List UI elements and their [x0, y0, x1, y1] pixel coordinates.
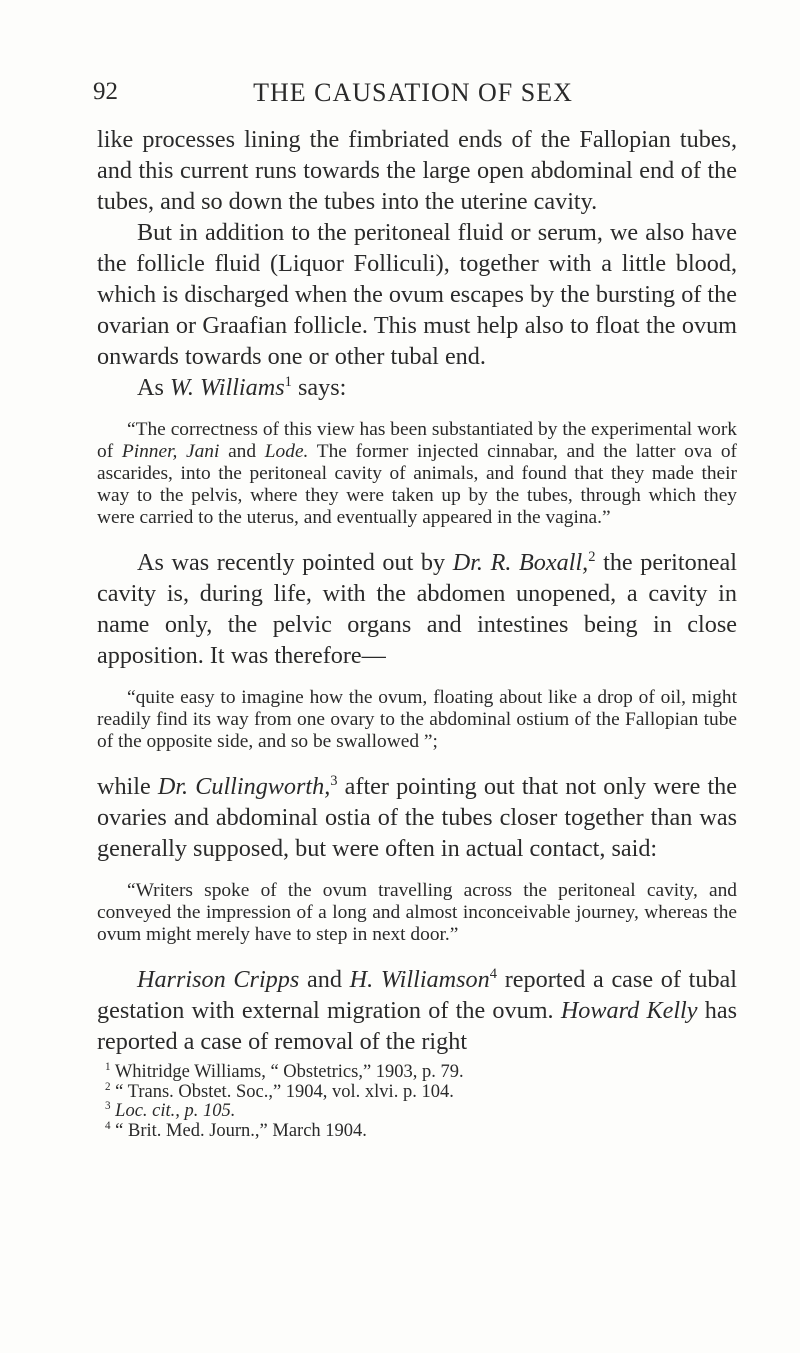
paragraph-2: But in addition to the peritoneal fluid or serum, we also have the follicle fluid (Liquor Folliculi), together with a little blood, which is discharged when the ovum escapes by the bursting of the ovarian or Graafian follicle. This must help also to float the ovum onwards towards one or other tubal end.: [97, 219, 737, 370]
footnote-1: $^1$ Whitridge Williams, “ Obstetrics,” 1903, p. 79.: [105, 1060, 464, 1082]
author-name: Dr. R. Boxall,: [452, 549, 589, 576]
page-header: [93, 78, 733, 112]
footnote-ref: 1: [284, 373, 292, 390]
footnote-ref: 4: [489, 965, 497, 982]
footnote-3: $^3$ Loc. cit., p. 105.: [105, 1099, 236, 1121]
footnote-ref: 2: [588, 548, 596, 565]
paragraph-6: Harrison Cripps and H. Williamson$^4$ reported a case of tubal gestation with external migration of the ovum. Howard Kelly has reported a case of removal of the right: [97, 965, 737, 1055]
paragraph-4: As was recently pointed out by Dr. R. Boxall,$^2$ the peritoneal cavity is, during life, with the abdomen unopened, a cavity in name only, the pelvic organs and intestines being in close apposition. It was therefore—: [97, 548, 737, 669]
footnotes: [97, 1060, 737, 1141]
author-name: Harrison Cripps: [137, 966, 300, 993]
footnote-4: $^4$ “ Brit. Med. Journ.,” March 1904.: [105, 1119, 367, 1141]
author-name: Pinner, Jani: [121, 441, 220, 462]
block-quote-2: “quite easy to imagine how the ovum, floating about like a drop of oil, might readily find its way from one ovary to the abdominal ostium of the Fallopian tube of the opposite side, and so be swallowed ”;: [97, 687, 737, 752]
author-name: Dr. Cullingworth,: [157, 773, 331, 800]
block-quote-1: “The correctness of this view has been substantiated by the experimental work of Pinner, Jani and Lode. The former injected cinnabar, and the latter ova of ascarides, into the peritoneal cavity of animals, and found that they made their way to the pelvis, where they were taken up by the tubes, through which they were carried to the uterus, and eventually appeared in the vagina.”: [97, 419, 737, 528]
paragraph-5: while Dr. Cullingworth,$^3$ after pointing out that not only were the ovaries and abdominal ostia of the tubes closer together than was generally supposed, but were often in actual contact, said:: [97, 772, 737, 862]
author-name: W. Williams: [169, 374, 285, 401]
page-number: 92: [93, 78, 118, 105]
author-name: H. Williamson: [349, 966, 490, 993]
paragraph-1: like processes lining the fimbriated ends of the Fallopian tubes, and this current runs towards the large open abdominal end of the tubes, and so down the tubes into the uterine cavity.: [97, 126, 737, 215]
footnote-2: $^2$ “ Trans. Obstet. Soc.,” 1904, vol. xlvi. p. 104.: [105, 1080, 454, 1102]
running-title: THE CAUSATION OF SEX: [253, 78, 573, 107]
block-quote-3: “Writers spoke of the ovum travelling across the peritoneal cavity, and conveyed the impression of a long and almost inconceivable journey, whereas the ovum might merely have to step in next door.”: [97, 880, 737, 945]
author-name: Lode.: [264, 441, 309, 462]
footnote-ref: 3: [330, 772, 338, 789]
paragraph-3: As W. Williams$^1$ says:: [137, 373, 347, 401]
author-name: Howard Kelly: [560, 997, 698, 1024]
page-body: [97, 124, 737, 1141]
